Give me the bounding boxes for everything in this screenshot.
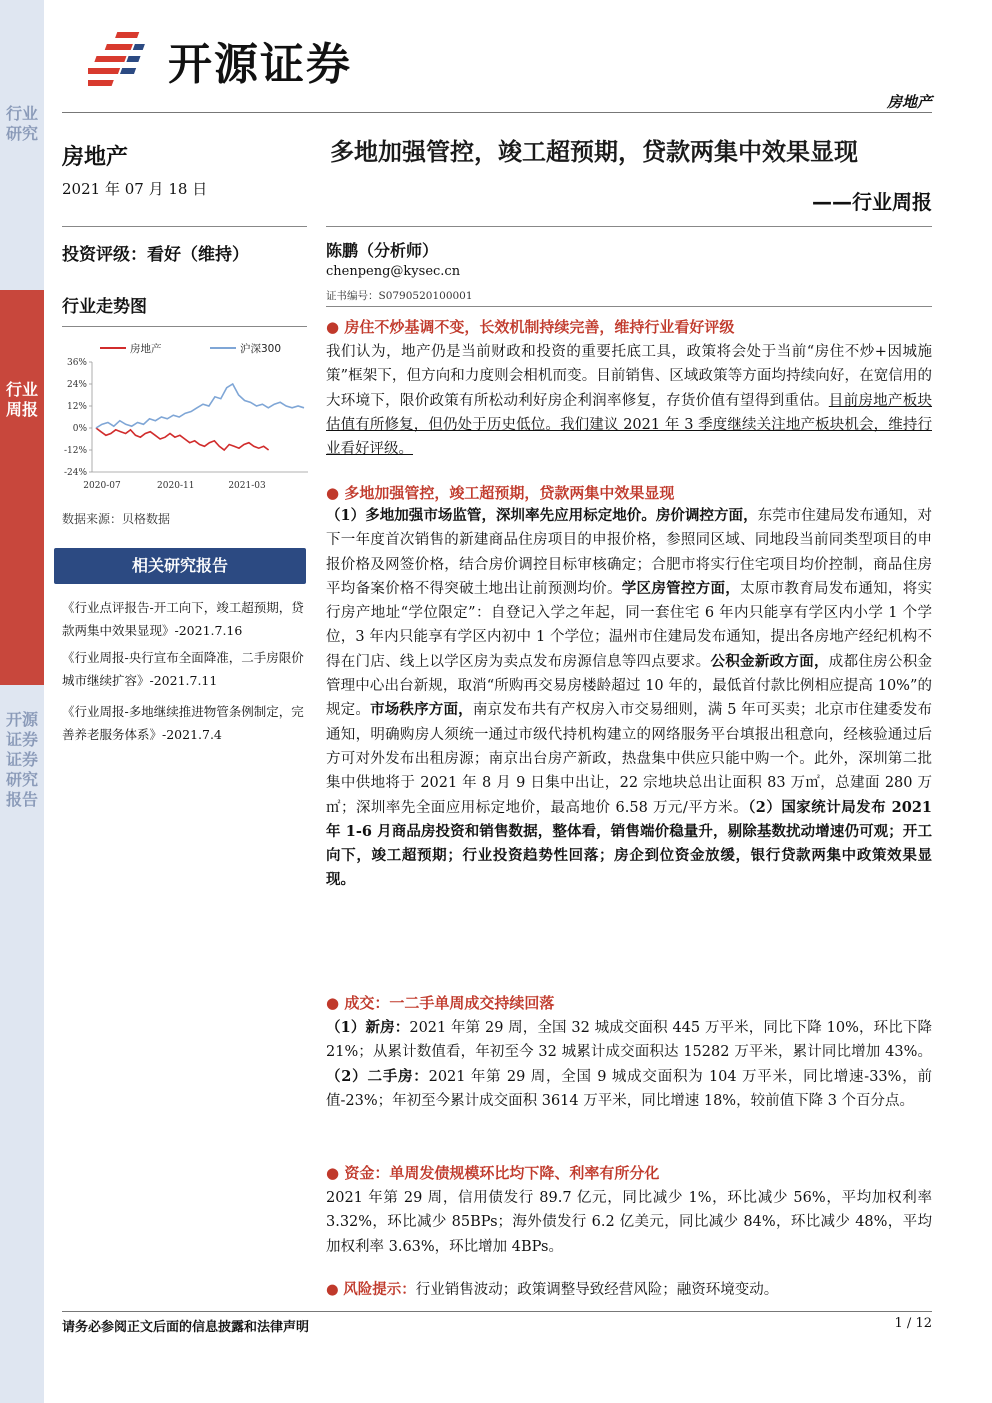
- bold-lead: （2）国家统计局发布 2021 年 1-6 月商品房投资和销售数据，整体看，销售端价稳量升，剔除基数扰动增速仍可观；开工向下，竣工超预期；行业投资趋势性回落；房企到位资金放缓，银行贷款两集中政策效果显现。: [326, 798, 932, 889]
- paragraph-text: 太原市教育局发布通知，将实行房产地址“学位限定”：自登记入学之年起，同一套住宅 6 年内只能享有学区内小学 1 个学位，3 年内只能享有学区内初中 1 个学位；温州市住建局发布通知，提出各房地产经纪机构不得在门店、线上以学区房为卖点发布房源信息等四点要求。: [326, 580, 933, 670]
- report-title: 多地加强管控，竣工超预期，贷款两集中效果显现: [330, 138, 858, 166]
- footer-disclaimer: 请务必参阅正文后面的信息披露和法律声明: [62, 1320, 310, 1335]
- section-heading-text: 房住不炒基调不变，长效机制持续完善，维持行业看好评级: [344, 318, 735, 336]
- paragraph-text: 成都住房公积金管理中心出台新规，取消“所购再交易房楼龄超过 10 年的，最低首付款比例相应提高 10%”的规定。: [326, 653, 933, 719]
- y-tick-label: 12%: [66, 402, 87, 412]
- trend-title: 行业走势图: [62, 297, 147, 317]
- paragraph-text: 2021 年第 29 周，全国 9 城成交面积为 104 万平米，同比增速-33%，前值-23%；年初至今累计成交面积 3614 万平米，同比增速 18%，较前值下降 3 个百分点。: [326, 1068, 932, 1109]
- analyst-email[interactable]: chenpeng@kysec.cn: [326, 264, 461, 279]
- report-subtitle: ——行业周报: [812, 190, 932, 214]
- bullet-icon: ●: [326, 994, 345, 1012]
- related-report-link[interactable]: 《行业周报-多地继续推进物管条例制定，完善养老服务体系》-2021.7.4: [62, 704, 304, 742]
- investment-rating: 投资评级：看好（维持）: [62, 245, 249, 265]
- risk-warning: [326, 1278, 932, 1302]
- bullet-icon: ●: [326, 484, 345, 502]
- section-heading: [326, 482, 674, 503]
- paragraph-text: 东莞市住建局发布通知，对下一年度首次销售的新建商品住房项目的申报价格，参照同区域、同地段当前同类型项目的申报价格及网签价格，结合房价调控目标审核确定；合肥市将实行住宅项目均价控制，商品住房平均备案价格不得突破土地出让前预测均价。: [326, 508, 933, 597]
- section-body: [326, 1186, 932, 1259]
- trend-chart: [50, 332, 315, 497]
- trend-divider: [62, 326, 307, 327]
- paragraph-text: 我们认为，地产仍是当前财政和投资的重要托底工具，政策将会处于当前“房住不炒+因城施策”框架下，但方向和力度则会相机而变。目前销售、区域政策等方面均持续向好，在宽信用的大环境下，限价政策有所松动利好房企利润率修复，存货价值有望得到重估。: [326, 344, 932, 409]
- paragraph-text: 行业销售波动；政策调整导致经营风险；融资环境变动。: [415, 1282, 779, 1298]
- highlighted-conclusion: 目前房地产板块估值有所修复，但仍处于历史低位。我们建议 2021 年 3 季度继续关注地产板块机会，维持行业看好评级。: [326, 392, 933, 458]
- related-report-link[interactable]: 《行业点评报告-开工向下，竣工超预期，贷款两集中效果显现》-2021.7.16: [62, 600, 304, 638]
- paragraph-text: 2021 年第 29 周，全国 32 城成交面积 445 万平米，同比下降 10%，环比下降 21%；从累计数值看，年初至今 32 城累计成交面积达 15282 万平米，累计同比增加 43%。: [326, 1020, 933, 1061]
- series-line: [96, 428, 269, 450]
- header-sector: 房地产: [886, 93, 932, 111]
- bullet-icon: ●: [326, 318, 345, 336]
- analyst-certificate: 证书编号：S0790520100001: [326, 290, 473, 302]
- section-body: [326, 504, 932, 893]
- x-tick-label: 2021-03: [228, 481, 266, 491]
- related-reports-header: 相关研究报告: [54, 548, 306, 584]
- bullet-icon: ●: [326, 1164, 345, 1182]
- paragraph-text: 2021 年第 29 周，信用债发行 89.7 亿元，同比减少 1%，环比减少 56%，平均加权利率 3.32%，环比减少 85BPs；海外债发行 6.2 亿美元，同比减少 84%，环比减少 48%，平均加权利率 3.63%，环比增加 4BPs。: [326, 1190, 932, 1255]
- related-report-link[interactable]: 《行业周报-央行宣布全面降准，二手房限价城市继续扩容》-2021.7.11: [62, 650, 304, 688]
- section-heading-text: 成交：一二手单周成交持续回落: [344, 994, 555, 1012]
- section-heading: [326, 1162, 659, 1183]
- section-body: [326, 1016, 932, 1113]
- data-source: 数据来源：贝格数据: [62, 512, 171, 526]
- left-divider: [62, 226, 307, 227]
- y-tick-label: 36%: [66, 358, 87, 368]
- company-logo-icon: [88, 30, 158, 90]
- y-tick-label: -24%: [63, 468, 87, 478]
- y-tick-label: 24%: [66, 380, 87, 390]
- paragraph-text: 南京发布共有产权房入市交易细则，满 5 年可买卖；北京市住建委发布通知，明确购房人须统一通过市级代持机构建立的网络服务平台填报出租意向，经核验通过后方可对外发布出租房源；南京出台房产新政，热盘集中供应只能中购一个。此外，深圳第二批集中供地将于 2021 年 8 月 9 日集中出让，22 宗地块总出让面积 83 万㎡，总建面 280 万㎡；深圳率先全面应用标定地价，最高地价 6.58 万元/平方米。: [326, 702, 933, 816]
- section-body: [326, 340, 932, 461]
- right-divider: [326, 226, 932, 227]
- risk-label: 风险提示：: [343, 1282, 416, 1298]
- bold-lead: 学区房管控方面，: [621, 579, 741, 597]
- section-heading-text: 资金：单周发债规模环比均下降、利率有所分化: [344, 1164, 660, 1182]
- bold-lead: 市场秩序方面，: [370, 701, 473, 719]
- footer-divider: [62, 1311, 932, 1312]
- series-line: [96, 384, 304, 428]
- cert-divider: [326, 306, 932, 307]
- legend-label: 沪深300: [240, 343, 282, 355]
- page-number: 1 / 12: [894, 1316, 932, 1331]
- bold-lead: （1）多地加强市场监管，深圳率先应用标定地价。房价调控方面，: [326, 507, 758, 524]
- legend-label: 房地产: [130, 343, 162, 355]
- strip-top-label: 行业研究: [5, 104, 38, 143]
- section-heading: [326, 316, 734, 337]
- header-divider: [62, 112, 932, 113]
- report-date: 2021 年 07 月 18 日: [62, 180, 208, 198]
- bold-lead: （2）二手房：: [326, 1067, 429, 1085]
- bold-lead: 公积金新政方面，: [710, 652, 829, 670]
- x-tick-label: 2020-07: [83, 481, 121, 491]
- bold-lead: （1）新房：: [326, 1019, 410, 1036]
- y-tick-label: -12%: [63, 446, 87, 456]
- y-tick-label: 0%: [72, 424, 87, 434]
- strip-bottom-label: 开源证券 证券研究报告: [5, 710, 38, 809]
- side-strip: [0, 0, 44, 1403]
- strip-highlight: [0, 290, 44, 685]
- section-heading-text: 多地加强管控，竣工超预期，贷款两集中效果显现: [344, 484, 675, 502]
- sector-title: 房地产: [62, 145, 129, 170]
- bullet-icon: ●: [326, 1282, 344, 1298]
- company-name: 开源证券: [168, 39, 352, 90]
- strip-mid-label: 行业周报: [5, 380, 38, 419]
- analyst-name: 陈鹏（分析师）: [326, 241, 439, 260]
- section-heading: [326, 992, 554, 1013]
- x-tick-label: 2020-11: [157, 481, 195, 491]
